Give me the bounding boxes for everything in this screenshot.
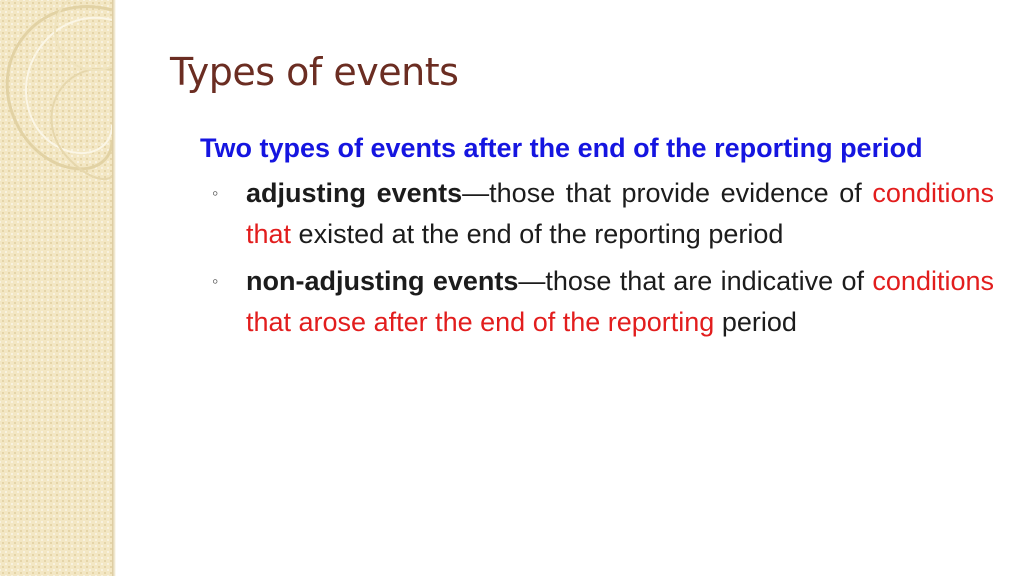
bullet-text: those that are indicative of [545, 266, 873, 296]
swirl-decoration [0, 0, 112, 576]
em-dash: — [462, 178, 490, 208]
slide-content [200, 128, 994, 349]
bullet-highlight: conditions that arose after the end of the reporting [246, 266, 994, 337]
section-heading: Two types of events after the end of the reporting period [200, 133, 923, 163]
bullet-circle-icon: ◦ [212, 183, 219, 203]
bullet-highlight: conditions that [246, 178, 995, 249]
bullet-term: adjusting events [246, 178, 463, 208]
bullet-list [200, 173, 994, 343]
bullet-non-adjusting-events [200, 261, 994, 343]
bullet-adjusting-events [200, 173, 994, 255]
bullet-text-end: period [714, 307, 797, 337]
bullet-term: non-adjusting events [246, 266, 519, 296]
bullet-text-end: existed at the end of the reporting period [291, 219, 784, 249]
em-dash: — [518, 266, 546, 296]
sidebar-divider [112, 0, 116, 576]
decorative-sidebar [0, 0, 112, 576]
slide-title: Types of events [170, 50, 459, 94]
bullet-text: those that provide evidence of [489, 178, 873, 208]
bullet-circle-icon: ◦ [212, 271, 219, 291]
